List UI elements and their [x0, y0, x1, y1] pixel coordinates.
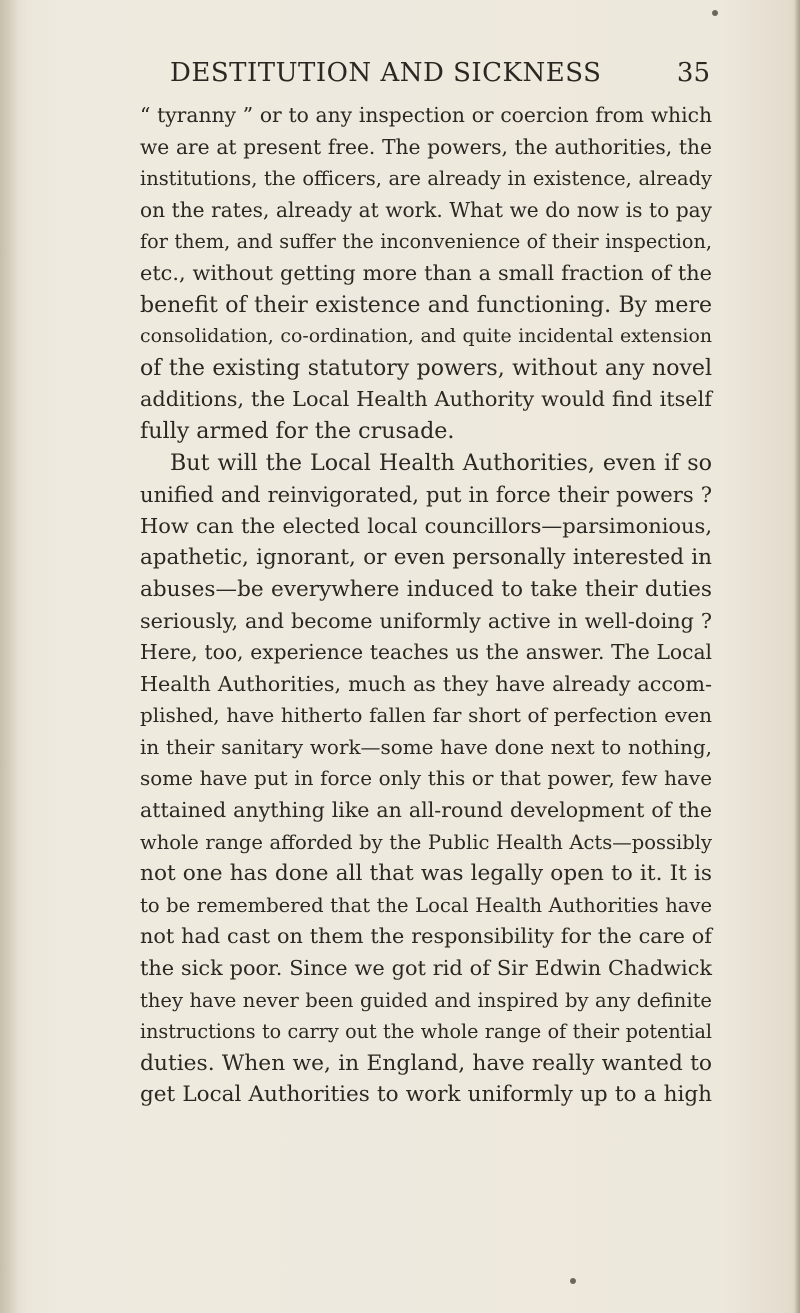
text-line: they have never been guided and inspired by any definite — [140, 988, 712, 1012]
page-edge-shadow — [794, 0, 800, 1313]
text-line: plished, have hitherto fallen far short of perfection even — [140, 703, 712, 728]
ink-speck — [712, 10, 718, 16]
text-line: abuses—be everywhere induced to take their duties — [140, 576, 712, 602]
text-line: we are at present free. The powers, the authorities, the — [140, 134, 712, 159]
text-line: benefit of their existence and functioning. By mere — [140, 292, 712, 318]
text-line: duties. When we, in England, have really wanted to — [140, 1050, 712, 1076]
text-line: instructions to carry out the whole range of their potential — [140, 1020, 712, 1044]
text-line: Health Authorities, much as they have already accom- — [140, 671, 712, 696]
running-title: DESTITUTION AND SICKNESS — [170, 58, 602, 88]
text-line: seriously, and become uniformly active in well-doing ? — [140, 608, 712, 633]
ink-speck — [570, 1278, 576, 1284]
text-line: consolidation, co-ordination, and quite incidental extension — [140, 325, 712, 348]
text-line: additions, the Local Health Authority would find itself — [140, 387, 712, 412]
text-line: for them, and suffer the inconvenience of their inspection, — [140, 230, 712, 254]
text-line: “ tyranny ” or to any inspection or coercion from which — [140, 103, 712, 127]
text-line: on the rates, already at work. What we do now is to pay — [140, 197, 712, 222]
text-line: not had cast on them the responsibility for the care of — [140, 924, 712, 949]
binding-shadow — [0, 0, 18, 1313]
text-line: not one has done all that was legally open to it. It is — [140, 861, 712, 887]
text-line: apathetic, ignorant, or even personally interested in — [140, 545, 712, 571]
text-line: How can the elected local councillors—parsimonious, — [140, 513, 712, 538]
text-line: attained anything like an all-round development of the — [140, 798, 712, 823]
text-line: in their sanitary work—some have done next to nothing, — [140, 734, 712, 759]
text-line: unified and reinvigorated, put in force their powers ? — [140, 482, 712, 508]
text-line: get Local Authorities to work uniformly up to a high — [140, 1082, 712, 1108]
text-line: But will the Local Health Authorities, even if so — [170, 449, 712, 476]
text-line: Here, too, experience teaches us the answer. The Local — [140, 640, 712, 665]
text-line: to be remembered that the Local Health Authorities have — [140, 893, 712, 917]
page-number: 35 — [676, 58, 710, 88]
text-line: of the existing statutory powers, without any novel — [140, 355, 712, 381]
text-line: whole range afforded by the Public Health Acts—possibly — [140, 830, 712, 854]
body-text — [140, 100, 712, 1111]
text-line: fully armed for the crusade. — [140, 417, 455, 444]
running-header — [170, 58, 710, 90]
text-line: the sick poor. Since we got rid of Sir Edwin Chadwick — [140, 956, 712, 981]
text-line: institutions, the officers, are already in existence, already — [140, 167, 712, 191]
text-line: some have put in force only this or that power, few have — [140, 766, 712, 791]
text-line: etc., without getting more than a small fraction of the — [140, 260, 712, 285]
